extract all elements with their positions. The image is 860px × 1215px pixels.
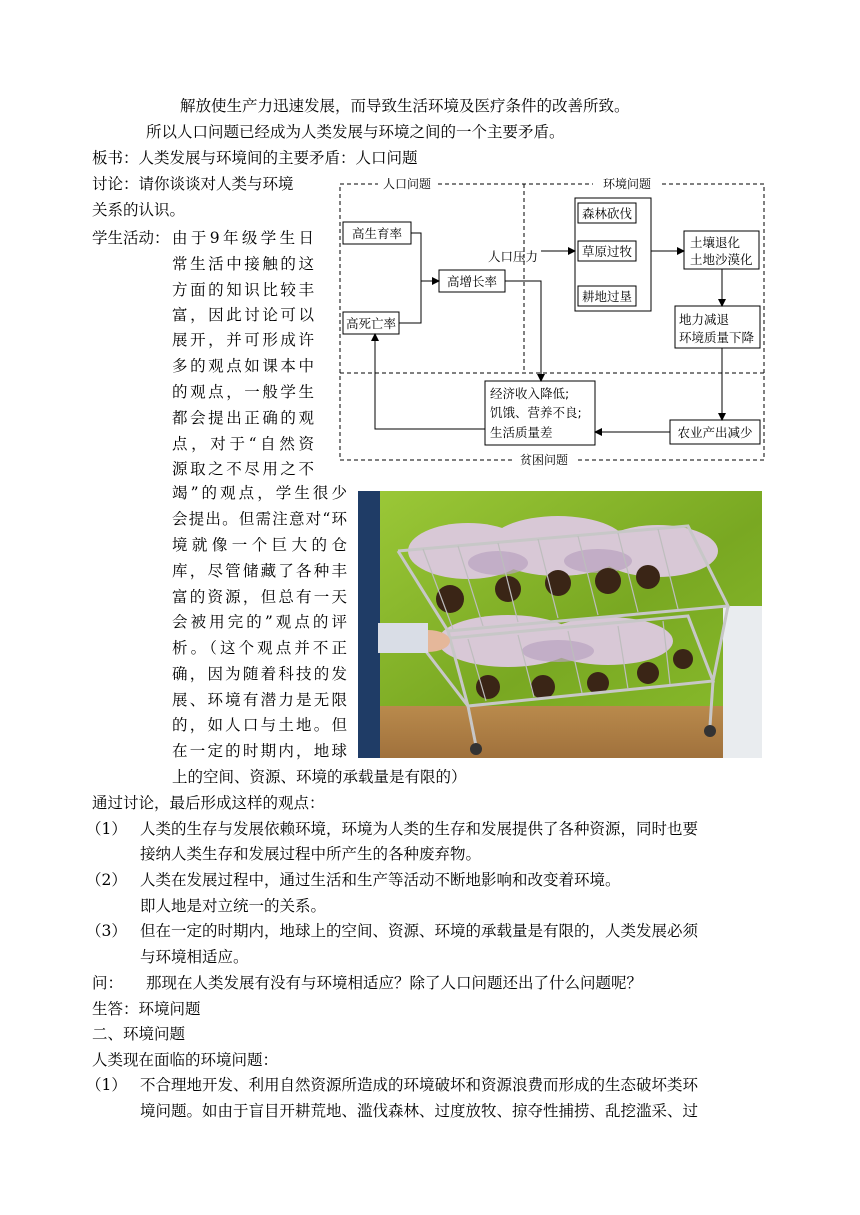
- activity-line: 由于9年级学生日: [172, 229, 314, 247]
- label-deforestation: 森林砍伐: [581, 206, 633, 221]
- activity-line: 会被用完的”观点的评: [172, 613, 347, 631]
- conclusion-intro: 通过讨论，最后形成这样的观点：: [92, 794, 325, 812]
- activity-line: 展、环境有潜力是无限: [172, 691, 347, 709]
- point-3-line-1: 但在一定的时期内，地球上的空间、资源、环境的承载量是有限的，人类发展必须: [140, 922, 699, 940]
- discussion-line-2: 关系的认识。: [92, 201, 186, 219]
- activity-line: 富，因此讨论可以: [172, 306, 314, 324]
- newborn-ward-photo: [358, 491, 762, 758]
- activity-line: 的，如人口与土地。但: [172, 716, 347, 734]
- activity-line: 竭”的观点，学生很少: [172, 484, 347, 502]
- point-2-number: （2）: [86, 871, 127, 889]
- activity-line: 展开，并可形成许: [172, 331, 314, 349]
- label-agri: 农业产出减少: [677, 425, 753, 440]
- label-population-pressure: 人口压力: [487, 249, 539, 264]
- activity-line: 源取之不尽用之不: [172, 460, 314, 478]
- activity-line: 点，对于“自然资: [172, 435, 314, 453]
- question-label: 问：: [92, 974, 124, 992]
- label-soil-2: 土地沙漠化: [690, 252, 753, 267]
- activity-line: 富的资源，但总有一天: [172, 588, 347, 606]
- region-label-poverty: 贫困问题: [519, 453, 569, 466]
- label-soil-1: 土壤退化: [690, 235, 741, 250]
- env-intro: 人类现在面临的环境问题：: [92, 1051, 279, 1069]
- line-death-to-growth: [399, 281, 421, 323]
- label-high-birth: 高生育率: [351, 226, 403, 241]
- label-overfarming: 耕地过垦: [581, 289, 633, 304]
- region-label-population: 人口问题: [382, 177, 432, 191]
- label-fertility-1: 地力减退: [679, 312, 730, 327]
- population-environment-diagram: [338, 176, 768, 466]
- label-high-growth: 高增长率: [446, 274, 498, 289]
- intro-line-2: 所以人口问题已经成为人类发展与环境之间的一个主要矛盾。: [146, 123, 565, 141]
- point-1-line-2: 接纳人类生存和发展过程中所产生的各种废弃物。: [140, 845, 482, 863]
- arrow-growth-to-economy: [505, 281, 541, 381]
- activity-line: 确，因为随着科技的发: [172, 665, 347, 683]
- activity-line: 上的空间、资源、环境的承载量是有限的）: [172, 768, 467, 786]
- discussion-line-1: 讨论：请你谈谈对人类与环境: [92, 175, 294, 193]
- label-high-death: 高死亡率: [345, 316, 397, 331]
- activity-line: 都会提出正确的观: [172, 409, 314, 427]
- activity-label: 学生活动：: [92, 229, 170, 247]
- activity-line: 方面的知识比较丰: [172, 281, 314, 299]
- activity-line: 常生活中接触的这: [172, 255, 314, 273]
- activity-line: 库，尽管储藏了各种丰: [172, 562, 347, 580]
- point-1-number: （1）: [86, 820, 127, 838]
- env-point-line-1: 不合理地开发、利用自然资源所造成的环境破坏和资源浪费而形成的生态破坏类环: [140, 1076, 699, 1094]
- activity-line: 境就像一个巨大的仓: [172, 536, 347, 554]
- point-2-line-2: 即人地是对立统一的关系。: [140, 897, 327, 915]
- label-economy-2: 饥饿、营养不良;: [490, 405, 582, 420]
- env-point-number: （1）: [86, 1076, 127, 1094]
- label-economy-1: 经济收入降低;: [490, 386, 570, 401]
- point-2-line-1: 人类在发展过程中，通过生活和生产等活动不断地影响和改变着环境。: [140, 871, 621, 889]
- label-overgrazing: 草原过牧: [581, 244, 633, 259]
- intro-line-1: 解放使生产力迅速发展，而导致生活环境及医疗条件的改善所致。: [180, 97, 630, 115]
- point-3-line-2: 与环境相适应。: [140, 948, 249, 966]
- activity-line: 在一定的时期内，地球: [172, 742, 347, 760]
- activity-line: 多的观点如课本中: [172, 357, 314, 375]
- point-1-line-1: 人类的生存与发展依赖环境，环境为人类的生存和发展提供了各种资源，同时也要: [140, 820, 699, 838]
- region-label-environment: 环境问题: [602, 177, 652, 191]
- label-economy-3: 生活质量差: [490, 425, 553, 440]
- board-note: 板书：人类发展与环境间的主要矛盾：人口问题: [92, 149, 418, 167]
- point-3-number: （3）: [86, 922, 127, 940]
- answer: 生答：环境问题: [92, 1000, 201, 1018]
- activity-line: 的观点，一般学生: [172, 383, 314, 401]
- activity-line: 析。（这个观点并不正: [172, 639, 347, 657]
- question-text: 那现在人类发展有没有与环境相适应？除了人口问题还出了什么问题呢？: [146, 974, 643, 992]
- arrow-birth-to-growth: [411, 233, 439, 281]
- env-point-line-2: 境问题。如由于盲目开耕荒地、滥伐森林、过度放牧、掠夺性捕捞、乱挖滥采、过: [140, 1102, 699, 1120]
- section-heading: 二、环境问题: [92, 1025, 186, 1043]
- arrow-economy-to-death: [375, 334, 485, 429]
- activity-line: 会提出。但需注意对“环: [172, 510, 347, 528]
- label-fertility-2: 环境质量下降: [679, 330, 755, 345]
